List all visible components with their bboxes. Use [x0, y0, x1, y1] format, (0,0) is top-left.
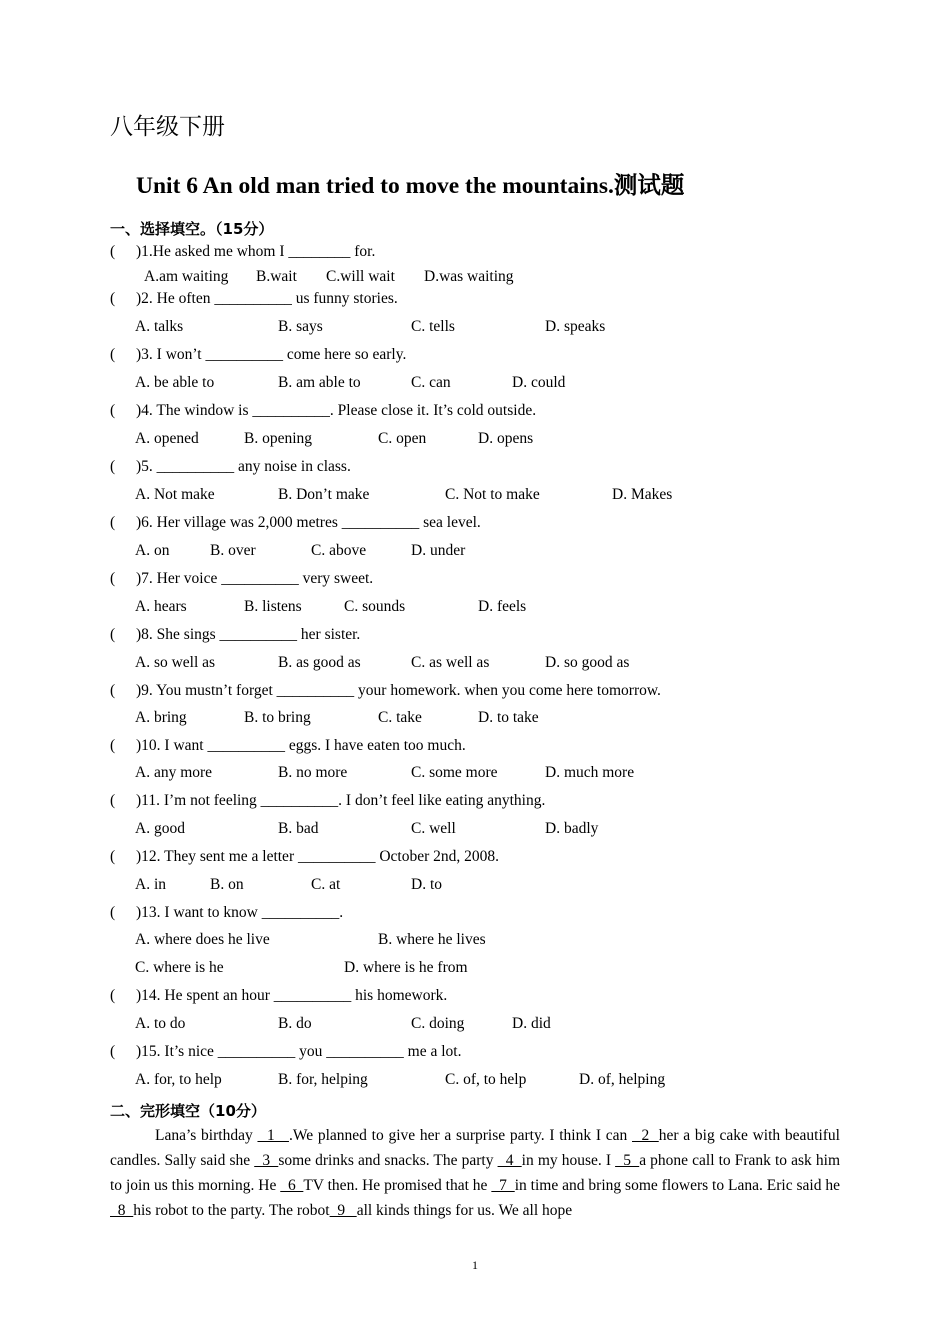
- question-9-option-b[interactable]: B. to bring: [244, 709, 311, 726]
- cloze-blank[interactable]: 1: [257, 1127, 289, 1144]
- question-15: [110, 1043, 461, 1061]
- cloze-text: some drinks and snacks. The party: [278, 1152, 498, 1169]
- cloze-blank[interactable]: 2: [632, 1127, 659, 1144]
- answer-bracket[interactable]: (: [110, 626, 116, 643]
- cloze-text: all kinds things for us. We all hope: [356, 1202, 573, 1219]
- question-7: [110, 570, 373, 588]
- question-3-option-a[interactable]: A. be able to: [135, 374, 215, 391]
- page-number: 1: [472, 1258, 478, 1272]
- question-7-option-b[interactable]: B. listens: [244, 598, 302, 615]
- cloze-blank[interactable]: 5: [615, 1152, 640, 1169]
- answer-bracket[interactable]: (: [110, 570, 116, 587]
- question-8-option-b[interactable]: B. as good as: [278, 654, 361, 671]
- question-14-option-b[interactable]: B. do: [278, 1015, 312, 1032]
- question-stem: )3. I won’t __________ come here so early.: [136, 346, 407, 363]
- question-4-option-c[interactable]: C. open: [378, 430, 427, 447]
- question-5: [110, 458, 351, 476]
- answer-bracket[interactable]: (: [110, 458, 116, 475]
- question-7-option-c[interactable]: C. sounds: [344, 598, 406, 615]
- cloze-text: Lana’s birthday: [155, 1127, 258, 1144]
- cloze-text: TV then. He promised that he: [303, 1177, 492, 1194]
- question-5-option-a[interactable]: A. Not make: [135, 486, 215, 503]
- question-9-option-d[interactable]: D. to take: [478, 709, 539, 726]
- question-10-option-b[interactable]: B. no more: [278, 764, 348, 781]
- question-13-option-d[interactable]: D. where is he from: [344, 959, 468, 976]
- cloze-text: in my house. I: [521, 1152, 616, 1169]
- question-stem: )12. They sent me a letter __________ October 2nd, 2008.: [136, 848, 500, 865]
- question-2: [110, 290, 398, 308]
- question-15-option-b[interactable]: B. for, helping: [278, 1071, 368, 1088]
- question-9-option-c[interactable]: C. take: [378, 709, 422, 726]
- question-6-option-c[interactable]: C. above: [311, 542, 367, 559]
- question-stem: )15. It’s nice __________ you __________ me a lot.: [136, 1043, 462, 1060]
- question-stem: )1.He asked me whom I ________ for.: [136, 243, 376, 260]
- question-stem: )2. He often __________ us funny stories.: [136, 290, 398, 307]
- question-10-option-d[interactable]: D. much more: [545, 764, 635, 781]
- grade-heading: 八年级下册: [110, 114, 225, 140]
- question-5-option-b[interactable]: B. Don’t make: [278, 486, 370, 503]
- question-15-option-d[interactable]: D. of, helping: [579, 1071, 666, 1088]
- question-1-option-d[interactable]: D.was waiting: [424, 268, 514, 285]
- question-10-option-a[interactable]: A. any more: [135, 764, 213, 781]
- question-12-option-a[interactable]: A. in: [135, 876, 166, 893]
- question-13: [110, 904, 343, 922]
- question-11-option-c[interactable]: C. well: [411, 820, 456, 837]
- question-4-option-d[interactable]: D. opens: [478, 430, 534, 447]
- question-13-option-c[interactable]: C. where is he: [135, 959, 224, 976]
- question-14: [110, 987, 447, 1005]
- question-8: [110, 626, 360, 644]
- answer-bracket[interactable]: (: [110, 346, 116, 363]
- question-2-option-b[interactable]: B. says: [278, 318, 323, 335]
- section-2-heading: 二、完形填空（10分）: [110, 1102, 266, 1120]
- question-12: [110, 848, 499, 866]
- question-11-option-b[interactable]: B. bad: [278, 820, 319, 837]
- cloze-blank[interactable]: 7: [491, 1177, 515, 1194]
- question-stem: )11. I’m not feeling __________. I don’t feel like eating anything.: [136, 792, 546, 809]
- answer-bracket[interactable]: (: [110, 402, 116, 419]
- question-7-option-a[interactable]: A. hears: [135, 598, 187, 615]
- question-stem: )5. __________ any noise in class.: [136, 458, 351, 475]
- question-5-option-d[interactable]: D. Makes: [612, 486, 673, 503]
- question-9-option-a[interactable]: A. bring: [135, 709, 187, 726]
- question-11-option-d[interactable]: D. badly: [545, 820, 599, 837]
- answer-bracket[interactable]: (: [110, 792, 116, 809]
- question-4-option-a[interactable]: A. opened: [135, 430, 199, 447]
- answer-bracket[interactable]: (: [110, 682, 116, 699]
- question-2-option-a[interactable]: A. talks: [135, 318, 184, 335]
- question-8-option-d[interactable]: D. so good as: [545, 654, 630, 671]
- question-stem: )14. He spent an hour __________ his homework.: [136, 987, 448, 1004]
- cloze-blank[interactable]: 9: [329, 1202, 357, 1219]
- question-8-option-c[interactable]: C. as well as: [411, 654, 490, 671]
- question-2-option-d[interactable]: D. speaks: [545, 318, 606, 335]
- cloze-text: his robot to the party. The robot: [133, 1202, 330, 1219]
- question-10-option-c[interactable]: C. some more: [411, 764, 498, 781]
- question-stem: )4. The window is __________. Please close it. It’s cold outside.: [136, 402, 537, 419]
- question-1-option-c[interactable]: C.will wait: [326, 268, 395, 285]
- question-4: [110, 402, 536, 420]
- question-10: [110, 737, 466, 755]
- question-5-option-c[interactable]: C. Not to make: [445, 486, 540, 503]
- question-stem: )9. You mustn’t forget __________ your homework. when you come here tomorrow.: [136, 682, 661, 699]
- question-stem: )8. She sings __________ her sister.: [136, 626, 361, 643]
- question-14-option-a[interactable]: A. to do: [135, 1015, 186, 1032]
- cloze-blank[interactable]: 6: [280, 1177, 304, 1194]
- answer-bracket[interactable]: (: [110, 848, 116, 865]
- cloze-blank[interactable]: 8: [110, 1202, 134, 1219]
- question-3-option-c[interactable]: C. can: [411, 374, 451, 391]
- question-6-option-d[interactable]: D. under: [411, 542, 466, 559]
- question-6-option-b[interactable]: B. over: [210, 542, 256, 559]
- title-chinese: 测试题: [613, 171, 685, 199]
- question-12-option-d[interactable]: D. to: [411, 876, 442, 893]
- answer-bracket[interactable]: (: [110, 514, 116, 531]
- question-12-option-c[interactable]: C. at: [311, 876, 341, 893]
- question-stem: )7. Her voice __________ very sweet.: [136, 570, 374, 587]
- cloze-passage: [110, 1123, 840, 1223]
- question-1: [110, 243, 375, 261]
- question-14-option-d[interactable]: D. did: [512, 1015, 551, 1032]
- question-6-option-a[interactable]: A. on: [135, 542, 170, 559]
- answer-bracket[interactable]: (: [110, 904, 116, 921]
- question-15-option-c[interactable]: C. of, to help: [445, 1071, 527, 1088]
- question-7-option-d[interactable]: D. feels: [478, 598, 527, 615]
- question-9: [110, 682, 661, 700]
- cloze-text: her a big cake with beautiful candles. Sally said she: [110, 1127, 840, 1169]
- answer-bracket[interactable]: (: [110, 290, 116, 307]
- cloze-text: in time and bring some flowers to Lana. Eric said he: [514, 1177, 840, 1194]
- cloze-text: .We planned to give her a surprise party. I think I can: [288, 1127, 633, 1144]
- title-english: Unit 6 An old man tried to move the mountains.: [136, 173, 614, 199]
- question-4-option-b[interactable]: B. opening: [244, 430, 313, 447]
- section-1-heading: 一、选择填空。（15分）: [110, 220, 274, 238]
- cloze-blank[interactable]: 3: [254, 1152, 279, 1169]
- answer-bracket[interactable]: (: [110, 243, 116, 260]
- question-13-option-b[interactable]: B. where he lives: [378, 931, 486, 948]
- question-stem: )6. Her village was 2,000 metres __________ sea level.: [136, 514, 481, 531]
- answer-bracket[interactable]: (: [110, 987, 116, 1004]
- question-3-option-b[interactable]: B. am able to: [278, 374, 361, 391]
- question-6: [110, 514, 481, 532]
- question-3-option-d[interactable]: D. could: [512, 374, 566, 391]
- cloze-text: a phone call to Frank to ask him to join us this morning. He: [110, 1152, 841, 1194]
- question-13-option-a[interactable]: A. where does he live: [135, 931, 270, 948]
- question-8-option-a[interactable]: A. so well as: [135, 654, 216, 671]
- question-stem: )13. I want to know __________.: [136, 904, 344, 921]
- question-15-option-a[interactable]: A. for, to help: [135, 1071, 222, 1088]
- test-title: [136, 166, 684, 200]
- answer-bracket[interactable]: (: [110, 737, 116, 754]
- question-1-option-a[interactable]: A.am waiting: [144, 268, 229, 285]
- question-2-option-c[interactable]: C. tells: [411, 318, 455, 335]
- cloze-blank[interactable]: 4: [497, 1152, 522, 1169]
- question-12-option-b[interactable]: B. on: [210, 876, 244, 893]
- question-11-option-a[interactable]: A. good: [135, 820, 185, 837]
- question-3: [110, 346, 406, 364]
- question-14-option-c[interactable]: C. doing: [411, 1015, 465, 1032]
- question-1-option-b[interactable]: B.wait: [256, 268, 297, 285]
- question-11: [110, 792, 545, 810]
- question-stem: )10. I want __________ eggs. I have eaten too much.: [136, 737, 466, 754]
- answer-bracket[interactable]: (: [110, 1043, 116, 1060]
